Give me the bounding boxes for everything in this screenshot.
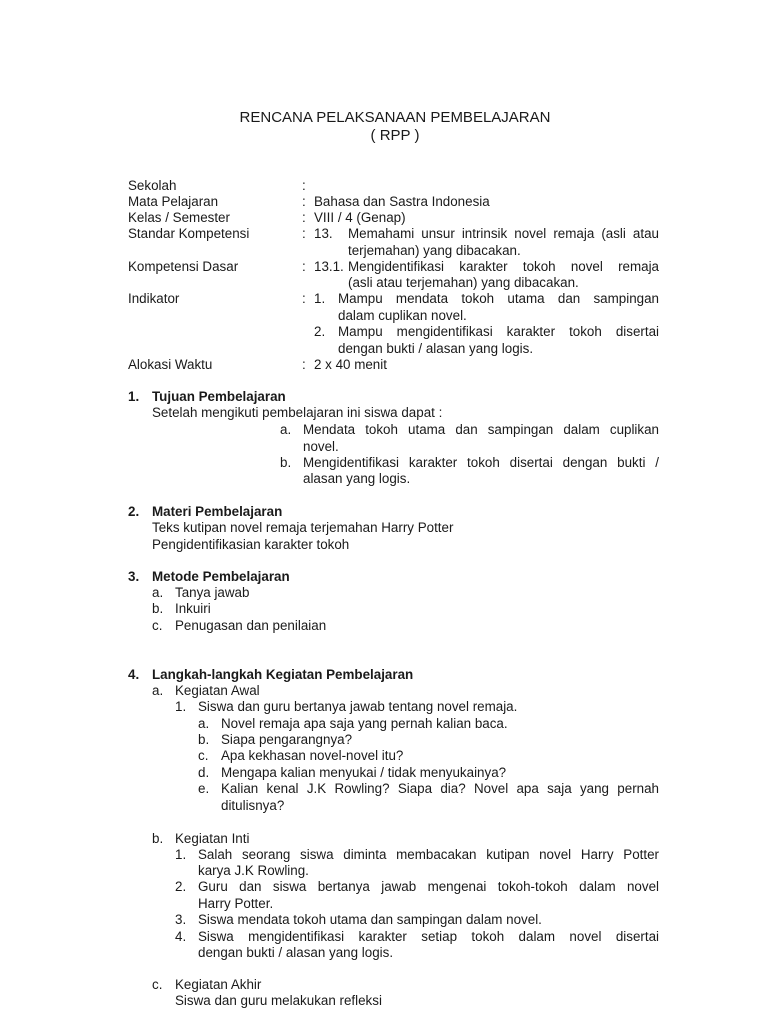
materi-heading: Materi Pembelajaran: [152, 504, 283, 519]
indikator-1-number: 1.: [314, 291, 326, 306]
inti-1-line1: Salah seorang siswa diminta membacakan kutipan novel Harry Potter: [198, 847, 659, 862]
inti-2-line1: Guru dan siswa bertanya jawab mengenai tokoh-tokoh dalam novel: [198, 879, 659, 894]
awal-marker: a.: [152, 683, 164, 698]
awal-c-text: Apa kekhasan novel-novel itu?: [221, 748, 404, 763]
tujuan-a-line1: Mendata tokoh utama dan sampingan dalam cuplikan: [303, 422, 659, 437]
awal-a-text: Novel remaja apa saja yang pernah kalian baca.: [221, 716, 508, 731]
inti-4-line1: Siswa mengidentifikasi karakter setiap tokoh dalam novel disertai: [198, 929, 659, 944]
inti-4-marker: 4.: [175, 929, 187, 944]
kelas-label: Kelas / Semester: [128, 210, 230, 225]
awal-b-marker: b.: [198, 732, 210, 747]
document-subtitle: ( RPP ): [370, 127, 420, 144]
awal-1-marker: 1.: [175, 699, 187, 714]
sk-text-line2: terjemahan) yang dibacakan.: [348, 243, 521, 258]
awal-a-marker: a.: [198, 716, 210, 731]
akhir-marker: c.: [152, 977, 163, 992]
metode-c-marker: c.: [152, 618, 163, 633]
sk-text-line1: Memahami unsur intrinsik novel remaja (asli atau: [348, 226, 659, 241]
tujuan-b-marker: b.: [280, 455, 292, 470]
metode-heading: Metode Pembelajaran: [152, 569, 290, 584]
indikator-2-number: 2.: [314, 324, 326, 339]
inti-2-line2: Harry Potter.: [198, 896, 274, 911]
inti-2-marker: 2.: [175, 879, 187, 894]
awal-title: Kegiatan Awal: [175, 683, 260, 698]
inti-1-line2: karya J.K Rowling.: [198, 863, 309, 878]
kd-number: 13.1.: [314, 259, 344, 274]
inti-1-marker: 1.: [175, 847, 187, 862]
tujuan-a-line2: novel.: [303, 439, 339, 454]
inti-4-line2: dengan bukti / alasan yang logis.: [198, 945, 394, 960]
metode-b-text: Inkuiri: [175, 601, 211, 616]
metode-a-text: Tanya jawab: [175, 585, 250, 600]
document-title: RENCANA PELAKSANAAN PEMBELAJARAN: [239, 109, 551, 126]
materi-line1: Teks kutipan novel remaja terjemahan Harry Potter: [152, 520, 454, 535]
kd-text-line2: (asli atau terjemahan) yang dibacakan.: [348, 275, 579, 290]
sk-label: Standar Kompetensi: [128, 226, 250, 241]
kelas-value: VIII / 4 (Genap): [314, 210, 406, 225]
indikator-1-line2: dalam cuplikan novel.: [338, 308, 467, 323]
materi-line2: Pengidentifikasian karakter tokoh: [152, 537, 350, 552]
sekolah-label: Sekolah: [128, 178, 177, 193]
tujuan-b-line2: alasan yang logis.: [303, 471, 411, 486]
tujuan-heading: Tujuan Pembelajaran: [152, 389, 286, 404]
awal-e-line2: ditulisnya?: [221, 798, 285, 813]
indikator-label: Indikator: [128, 291, 180, 306]
awal-c-marker: c.: [198, 748, 209, 763]
inti-3-text: Siswa mendata tokoh utama dan sampingan dalam novel.: [198, 912, 542, 927]
inti-title: Kegiatan Inti: [175, 831, 250, 846]
awal-d-text: Mengapa kalian menyukai / tidak menyukainya?: [221, 765, 507, 780]
tujuan-number: 1.: [128, 389, 140, 404]
langkah-heading: Langkah-langkah Kegiatan Pembelajaran: [152, 667, 414, 682]
tujuan-b-line1: Mengidentifikasi karakter tokoh disertai dengan bukti /: [303, 455, 659, 470]
akhir-text: Siswa dan guru melakukan refleksi: [175, 993, 382, 1008]
langkah-number: 4.: [128, 667, 140, 682]
mapel-colon: :: [302, 194, 306, 209]
awal-b-text: Siapa pengarangnya?: [221, 732, 353, 747]
kd-colon: :: [302, 259, 306, 274]
mapel-label: Mata Pelajaran: [128, 194, 219, 209]
kelas-colon: :: [302, 210, 306, 225]
awal-e-marker: e.: [198, 781, 210, 796]
awal-d-marker: d.: [198, 765, 210, 780]
sk-colon: :: [302, 226, 306, 241]
metode-number: 3.: [128, 569, 140, 584]
metode-c-text: Penugasan dan penilaian: [175, 618, 327, 633]
waktu-label: Alokasi Waktu: [128, 357, 213, 372]
sk-number: 13.: [314, 226, 333, 241]
tujuan-a-marker: a.: [280, 422, 292, 437]
indikator-2-line1: Mampu mengidentifikasi karakter tokoh disertai: [338, 324, 659, 339]
waktu-colon: :: [302, 357, 306, 372]
indikator-colon: :: [302, 291, 306, 306]
metode-b-marker: b.: [152, 601, 164, 616]
inti-marker: b.: [152, 831, 164, 846]
sekolah-colon: :: [302, 178, 306, 193]
akhir-title: Kegiatan Akhir: [175, 977, 262, 992]
indikator-1-line1: Mampu mendata tokoh utama dan sampingan: [338, 291, 659, 306]
awal-e-line1: Kalian kenal J.K Rowling? Siapa dia? Novel apa saja yang pernah: [221, 781, 659, 796]
metode-a-marker: a.: [152, 585, 164, 600]
tujuan-intro: Setelah mengikuti pembelajaran ini siswa dapat :: [152, 405, 443, 420]
kd-label: Kompetensi Dasar: [128, 259, 239, 274]
waktu-value: 2 x 40 menit: [314, 357, 387, 372]
kd-text-line1: Mengidentifikasi karakter tokoh novel remaja: [348, 259, 659, 274]
inti-3-marker: 3.: [175, 912, 187, 927]
mapel-value: Bahasa dan Sastra Indonesia: [314, 194, 490, 209]
indikator-2-line2: dengan bukti / alasan yang logis.: [338, 341, 534, 356]
materi-number: 2.: [128, 504, 140, 519]
awal-1-text: Siswa dan guru bertanya jawab tentang novel remaja.: [198, 699, 518, 714]
